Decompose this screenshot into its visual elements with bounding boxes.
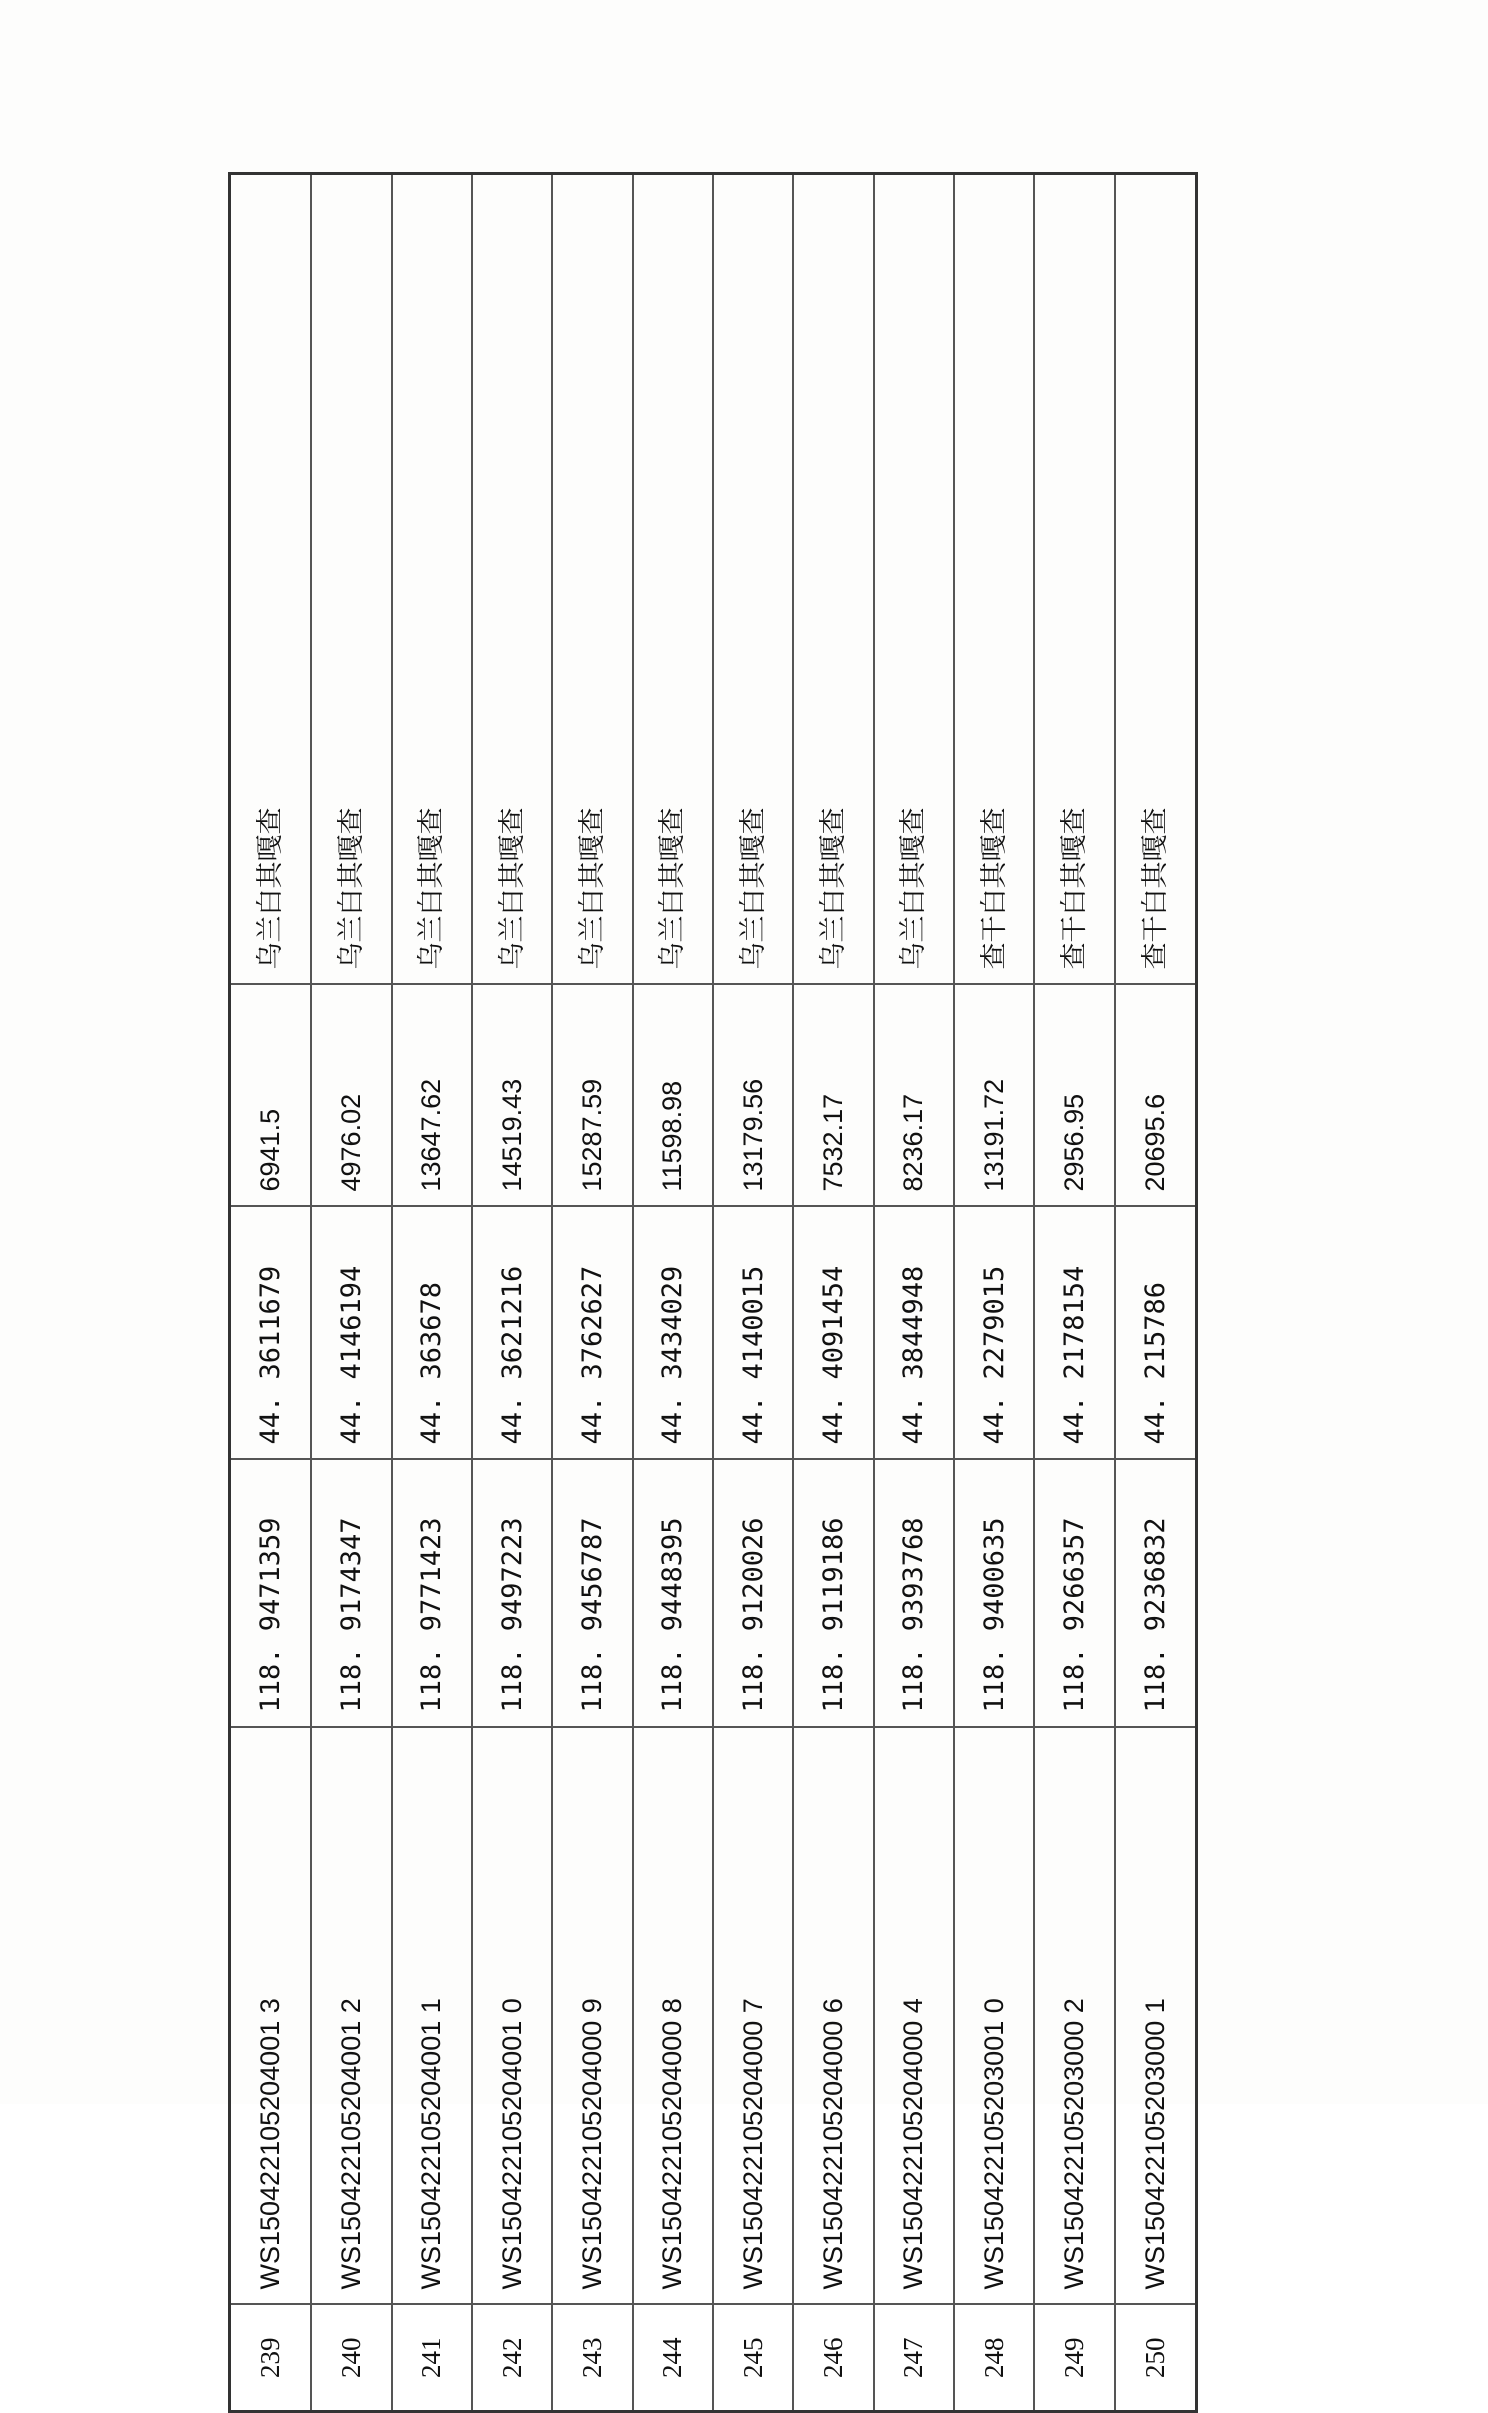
seq-cell: 250 <box>1115 2305 1197 2412</box>
table-row <box>874 174 954 2412</box>
table-row <box>633 174 713 2412</box>
seq-cell: 246 <box>793 2305 873 2412</box>
longitude-cell: 118. 9497223 <box>472 1460 552 1728</box>
location-cell: 乌兰白其嘎查 <box>874 174 954 985</box>
area-cell: 15287.59 <box>552 985 632 1207</box>
location-cell: 乌兰白其嘎查 <box>230 174 312 985</box>
latitude-cell: 44. 3611679 <box>230 1207 312 1460</box>
area-cell: 2956.95 <box>1034 985 1114 1207</box>
location-cell: 乌兰白其嘎查 <box>633 174 713 985</box>
table-row <box>793 174 873 2412</box>
latitude-cell: 44. 3434029 <box>633 1207 713 1460</box>
id-cell: WS150422105203000 2 <box>1034 1728 1114 2305</box>
id-cell: WS150422105204000 8 <box>633 1728 713 2305</box>
latitude-cell: 44. 3621216 <box>472 1207 552 1460</box>
longitude-cell: 118. 9448395 <box>633 1460 713 1728</box>
data-table <box>228 172 1198 2413</box>
seq-cell: 239 <box>230 2305 312 2412</box>
location-cell: 乌兰白其嘎查 <box>552 174 632 985</box>
location-cell: 乌兰白其嘎查 <box>392 174 472 985</box>
latitude-cell: 44. 4146194 <box>311 1207 391 1460</box>
longitude-cell: 118. 9174347 <box>311 1460 391 1728</box>
latitude-cell: 44. 2279015 <box>954 1207 1034 1460</box>
seq-cell: 243 <box>552 2305 632 2412</box>
longitude-cell: 118. 9400635 <box>954 1460 1034 1728</box>
longitude-cell: 118. 9120026 <box>713 1460 793 1728</box>
table-row <box>954 174 1034 2412</box>
longitude-cell: 118. 9236832 <box>1115 1460 1197 1728</box>
longitude-cell: 118. 9266357 <box>1034 1460 1114 1728</box>
location-cell: 乌兰白其嘎查 <box>311 174 391 985</box>
area-cell: 11598.98 <box>633 985 713 1207</box>
location-cell: 乌兰白其嘎查 <box>472 174 552 985</box>
id-cell: WS150422105204000 4 <box>874 1728 954 2305</box>
table-row <box>230 174 312 2412</box>
location-cell: 乌兰白其嘎查 <box>713 174 793 985</box>
id-cell: WS150422105203000 1 <box>1115 1728 1197 2305</box>
longitude-cell: 118. 9393768 <box>874 1460 954 1728</box>
latitude-cell: 44. 4091454 <box>793 1207 873 1460</box>
longitude-cell: 118. 9456787 <box>552 1460 632 1728</box>
id-cell: WS150422105204001 2 <box>311 1728 391 2305</box>
table-row <box>392 174 472 2412</box>
seq-cell: 241 <box>392 2305 472 2412</box>
table-row <box>472 174 552 2412</box>
id-cell: WS150422105204001 1 <box>392 1728 472 2305</box>
id-cell: WS150422105204000 9 <box>552 1728 632 2305</box>
latitude-cell: 44. 4140015 <box>713 1207 793 1460</box>
area-cell: 8236.17 <box>874 985 954 1207</box>
table-body <box>230 174 1197 2412</box>
longitude-cell: 118. 9771423 <box>392 1460 472 1728</box>
area-cell: 6941.5 <box>230 985 312 1207</box>
longitude-cell: 118. 9471359 <box>230 1460 312 1728</box>
location-cell: 查干白其嘎查 <box>1115 174 1197 985</box>
area-cell: 13191.72 <box>954 985 1034 1207</box>
rotated-table-container <box>228 175 1198 2413</box>
seq-cell: 247 <box>874 2305 954 2412</box>
id-cell: WS150422105204001 0 <box>472 1728 552 2305</box>
table-row <box>1115 174 1197 2412</box>
area-cell: 13647.62 <box>392 985 472 1207</box>
area-cell: 13179.56 <box>713 985 793 1207</box>
id-cell: WS150422105203001 0 <box>954 1728 1034 2305</box>
table-row <box>552 174 632 2412</box>
latitude-cell: 44. 3844948 <box>874 1207 954 1460</box>
location-cell: 查干白其嘎查 <box>954 174 1034 985</box>
latitude-cell: 44. 3762627 <box>552 1207 632 1460</box>
area-cell: 14519.43 <box>472 985 552 1207</box>
seq-cell: 249 <box>1034 2305 1114 2412</box>
seq-cell: 242 <box>472 2305 552 2412</box>
table-row <box>713 174 793 2412</box>
table-row <box>311 174 391 2412</box>
seq-cell: 245 <box>713 2305 793 2412</box>
area-cell: 4976.02 <box>311 985 391 1207</box>
table-row <box>1034 174 1114 2412</box>
seq-cell: 240 <box>311 2305 391 2412</box>
longitude-cell: 118. 9119186 <box>793 1460 873 1728</box>
latitude-cell: 44. 215786 <box>1115 1207 1197 1460</box>
id-cell: WS150422105204001 3 <box>230 1728 312 2305</box>
latitude-cell: 44. 363678 <box>392 1207 472 1460</box>
area-cell: 20695.6 <box>1115 985 1197 1207</box>
id-cell: WS150422105204000 7 <box>713 1728 793 2305</box>
seq-cell: 244 <box>633 2305 713 2412</box>
location-cell: 乌兰白其嘎查 <box>793 174 873 985</box>
location-cell: 查干白其嘎查 <box>1034 174 1114 985</box>
area-cell: 7532.17 <box>793 985 873 1207</box>
latitude-cell: 44. 2178154 <box>1034 1207 1114 1460</box>
id-cell: WS150422105204000 6 <box>793 1728 873 2305</box>
seq-cell: 248 <box>954 2305 1034 2412</box>
